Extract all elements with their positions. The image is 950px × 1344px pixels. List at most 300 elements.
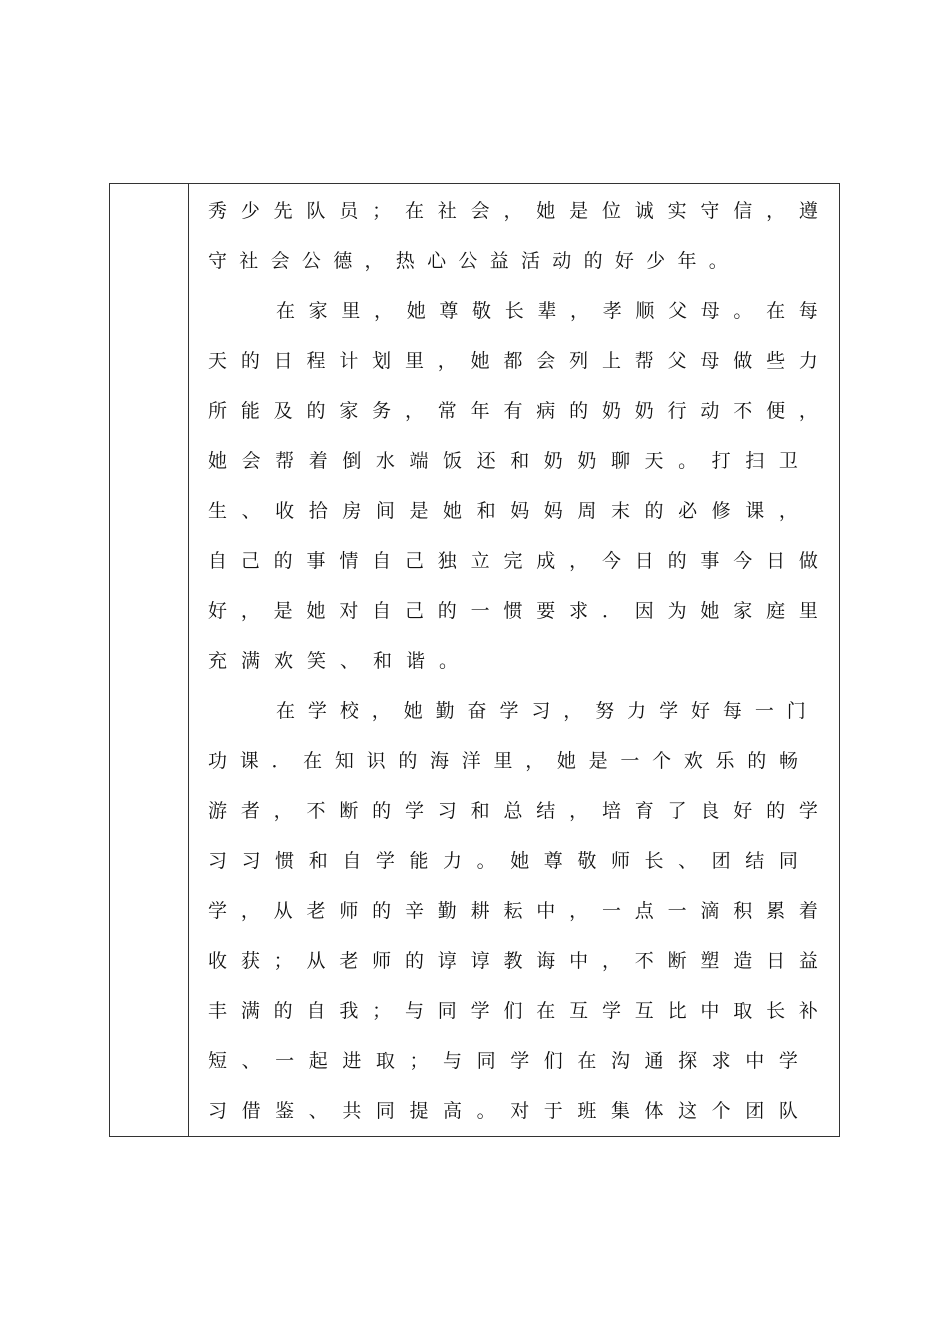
text-char: 学 xyxy=(510,1050,530,1072)
text-char: 完 xyxy=(503,550,523,572)
text-char: 与 xyxy=(443,1050,463,1072)
text-char: 了 xyxy=(667,800,687,822)
text-char: 她 xyxy=(443,500,463,522)
text-char: 都 xyxy=(503,350,523,372)
text-char: 情 xyxy=(339,550,359,572)
text-char: ， xyxy=(525,750,545,772)
text-char: 师 xyxy=(372,950,392,972)
text-char: 守 xyxy=(208,250,228,272)
text-char: 奶 xyxy=(543,450,563,472)
text-char: 不 xyxy=(733,400,753,422)
text-char: 我 xyxy=(339,1000,359,1022)
text-char: 心 xyxy=(427,250,447,272)
text-char: 对 xyxy=(339,600,359,622)
text-char: 奋 xyxy=(467,700,487,722)
text-char: 习 xyxy=(208,1100,228,1122)
text-line xyxy=(208,846,798,876)
text-char: 长 xyxy=(644,850,664,872)
text-char: 公 xyxy=(458,250,478,272)
text-char: 实 xyxy=(667,200,687,222)
text-char: 在 xyxy=(276,700,296,722)
text-char: 扫 xyxy=(745,450,765,472)
text-char: 同 xyxy=(375,1100,395,1122)
text-line xyxy=(208,546,818,576)
text-char: 着 xyxy=(798,900,818,922)
text-char: 和 xyxy=(308,850,328,872)
text-char: ， xyxy=(273,800,293,822)
text-char: 上 xyxy=(601,350,621,372)
text-char: 在 xyxy=(536,1000,556,1022)
text-char: 高 xyxy=(443,1100,463,1122)
text-char: 获 xyxy=(240,950,260,972)
text-char: 力 xyxy=(798,350,818,372)
text-char: 、 xyxy=(241,1050,261,1072)
text-char: 妈 xyxy=(510,500,530,522)
text-char: 海 xyxy=(430,750,450,772)
text-char: 她 xyxy=(556,750,576,772)
text-char: 集 xyxy=(610,1100,630,1122)
text-char: 必 xyxy=(678,500,698,522)
text-char: 她 xyxy=(510,850,530,872)
text-char: 公 xyxy=(301,250,321,272)
text-char: 的 xyxy=(583,250,603,272)
text-char: 她 xyxy=(306,600,326,622)
text-char: ， xyxy=(569,800,589,822)
text-char: 常 xyxy=(437,400,457,422)
text-char: 者 xyxy=(240,800,260,822)
text-char: 她 xyxy=(208,450,228,472)
text-char: 这 xyxy=(678,1100,698,1122)
text-char: 学 xyxy=(601,1000,621,1022)
text-char: 学 xyxy=(499,700,519,722)
text-char: 游 xyxy=(208,800,228,822)
text-char: 师 xyxy=(610,850,630,872)
text-char: 便 xyxy=(766,400,786,422)
text-char: 在 xyxy=(303,750,323,772)
text-char: ， xyxy=(569,900,589,922)
text-char: 每 xyxy=(722,700,742,722)
text-char: 校 xyxy=(339,700,359,722)
text-char: 有 xyxy=(503,400,523,422)
text-char: 、 xyxy=(241,500,261,522)
text-char: 先 xyxy=(273,200,293,222)
text-char: 的 xyxy=(372,800,392,822)
text-char: ， xyxy=(798,400,818,422)
text-char: 自 xyxy=(306,1000,326,1022)
text-line xyxy=(208,246,728,276)
text-char: 的 xyxy=(273,550,293,572)
text-char: 习 xyxy=(241,850,261,872)
document-table xyxy=(109,183,840,1137)
text-char: 同 xyxy=(476,1050,496,1072)
text-char: 的 xyxy=(569,400,589,422)
text-char: 培 xyxy=(601,800,621,822)
text-char: 遵 xyxy=(798,200,818,222)
text-char: 所 xyxy=(208,400,228,422)
text-line xyxy=(276,296,818,326)
text-char: ， xyxy=(374,300,394,322)
text-char: 秀 xyxy=(208,200,228,222)
text-char: ， xyxy=(569,550,589,572)
text-char: 育 xyxy=(634,800,654,822)
text-char: 好 xyxy=(614,250,634,272)
text-char: 里 xyxy=(493,750,513,772)
text-char: 卫 xyxy=(778,450,798,472)
text-char: 家 xyxy=(308,300,328,322)
text-char: 不 xyxy=(634,950,654,972)
text-char: ． xyxy=(601,600,621,622)
text-char: 勤 xyxy=(435,700,455,722)
text-char: 学 xyxy=(404,800,424,822)
text-char: 短 xyxy=(208,1050,228,1072)
text-line xyxy=(208,746,798,776)
text-char: 今 xyxy=(733,550,753,572)
text-char: 年 xyxy=(470,400,490,422)
text-char: 探 xyxy=(678,1050,698,1072)
text-char: 满 xyxy=(240,1000,260,1022)
text-char: 补 xyxy=(798,1000,818,1022)
text-line: 充满欢笑、和谐。 xyxy=(208,650,473,672)
text-char: 一 xyxy=(667,900,687,922)
text-char: 饭 xyxy=(443,450,463,472)
text-char: 独 xyxy=(437,550,457,572)
text-char: 日 xyxy=(273,350,293,372)
text-char: 结 xyxy=(536,800,556,822)
text-char: 。 xyxy=(476,850,496,872)
text-char: 的 xyxy=(240,350,260,372)
text-char: 的 xyxy=(667,550,687,572)
text-char: 间 xyxy=(375,500,395,522)
text-char: 求 xyxy=(569,600,589,622)
text-char: ， xyxy=(766,200,786,222)
text-char: 造 xyxy=(733,950,753,972)
text-char: 奶 xyxy=(634,400,654,422)
text-char: 体 xyxy=(644,1100,664,1122)
text-char: 末 xyxy=(610,500,630,522)
text-char: 丰 xyxy=(208,1000,228,1022)
text-char: 德 xyxy=(333,250,353,272)
text-char: 列 xyxy=(569,350,589,372)
text-char: 计 xyxy=(339,350,359,372)
text-char: 的 xyxy=(747,750,767,772)
text-char: 今 xyxy=(601,550,621,572)
text-char: 惯 xyxy=(503,600,523,622)
text-char: 的 xyxy=(644,500,664,522)
text-char: ． xyxy=(271,750,291,772)
text-char: 益 xyxy=(798,950,818,972)
text-char: 耘 xyxy=(503,900,523,922)
text-char: 畅 xyxy=(778,750,798,772)
text-char: 些 xyxy=(766,350,786,372)
text-char: 中 xyxy=(569,950,589,972)
text-line xyxy=(276,696,806,726)
text-char: 的 xyxy=(372,900,392,922)
text-char: 倒 xyxy=(342,450,362,472)
text-char: 谆 xyxy=(470,950,490,972)
text-char: 通 xyxy=(644,1050,664,1072)
text-char: 热 xyxy=(395,250,415,272)
text-char: 在 xyxy=(766,300,786,322)
text-line xyxy=(208,996,818,1026)
text-char: 里 xyxy=(798,600,818,622)
text-char: 拾 xyxy=(308,500,328,522)
text-char: ， xyxy=(503,200,523,222)
text-char: 自 xyxy=(208,550,228,572)
text-char: 师 xyxy=(339,900,359,922)
text-char: 与 xyxy=(404,1000,424,1022)
text-char: 团 xyxy=(745,1100,765,1122)
text-char: 日 xyxy=(766,550,786,572)
text-char: 于 xyxy=(543,1100,563,1122)
text-char: 结 xyxy=(745,850,765,872)
text-char: 社 xyxy=(239,250,259,272)
text-char: 守 xyxy=(700,200,720,222)
text-char: 是 xyxy=(409,500,429,522)
text-char: 辛 xyxy=(404,900,424,922)
text-char: 互 xyxy=(569,1000,589,1022)
text-char: 队 xyxy=(306,200,326,222)
text-char: 习 xyxy=(208,850,228,872)
text-char: 学 xyxy=(307,700,327,722)
text-char: 、 xyxy=(308,1100,328,1122)
text-char: 会 xyxy=(470,200,490,222)
text-char: ； xyxy=(372,1000,392,1022)
text-char: 一 xyxy=(275,1050,295,1072)
text-line xyxy=(208,346,818,376)
text-char: 从 xyxy=(306,950,326,972)
text-line xyxy=(208,946,818,976)
text-char: 的 xyxy=(766,800,786,822)
text-char: 队 xyxy=(778,1100,798,1122)
text-char: 顺 xyxy=(635,300,655,322)
text-char: 门 xyxy=(786,700,806,722)
text-char: 们 xyxy=(503,1000,523,1022)
text-char: 。 xyxy=(476,1100,496,1122)
text-char: 的 xyxy=(398,750,418,772)
text-char: 生 xyxy=(208,500,228,522)
text-char: 和 xyxy=(510,450,530,472)
text-char: 取 xyxy=(375,1050,395,1072)
text-char: 学 xyxy=(208,900,228,922)
text-char: 团 xyxy=(711,850,731,872)
text-char: 诲 xyxy=(536,950,556,972)
text-char: 成 xyxy=(536,550,556,572)
text-char: 个 xyxy=(711,1100,731,1122)
text-char: 习 xyxy=(437,800,457,822)
text-char: 每 xyxy=(798,300,818,322)
text-char: 谆 xyxy=(437,950,457,972)
text-char: 知 xyxy=(334,750,354,772)
text-char: 乐 xyxy=(715,750,735,772)
text-char: 周 xyxy=(577,500,597,522)
text-char: 因 xyxy=(634,600,654,622)
text-char: 识 xyxy=(366,750,386,772)
text-char: 少 xyxy=(240,200,260,222)
text-char: 一 xyxy=(470,600,490,622)
text-char: 好 xyxy=(733,800,753,822)
text-char: 习 xyxy=(531,700,551,722)
text-char: 、 xyxy=(678,850,698,872)
text-char: 积 xyxy=(733,900,753,922)
text-char: 是 xyxy=(273,600,293,622)
text-char: 不 xyxy=(306,800,326,822)
text-char: 着 xyxy=(308,450,328,472)
text-char: ； xyxy=(273,950,293,972)
text-char: 修 xyxy=(711,500,731,522)
text-char: 洋 xyxy=(461,750,481,772)
text-char: 庭 xyxy=(766,600,786,622)
label-column xyxy=(110,184,189,1136)
text-line xyxy=(208,896,818,926)
text-char: 会 xyxy=(241,450,261,472)
text-char: 病 xyxy=(536,400,556,422)
text-char: 孝 xyxy=(602,300,622,322)
text-char: 力 xyxy=(443,850,463,872)
text-char: 。 xyxy=(708,250,728,272)
text-char: 同 xyxy=(437,1000,457,1022)
text-char: 己 xyxy=(240,550,260,572)
text-char: 自 xyxy=(372,600,392,622)
text-char: 里 xyxy=(404,350,424,372)
text-char: 好 xyxy=(690,700,710,722)
text-char: 总 xyxy=(503,800,523,822)
text-char: 老 xyxy=(339,950,359,972)
text-char: 力 xyxy=(627,700,647,722)
text-char: ， xyxy=(601,950,621,972)
text-char: 做 xyxy=(733,350,753,372)
text-char: 学 xyxy=(798,800,818,822)
text-char: 的 xyxy=(306,400,326,422)
text-char: 奶 xyxy=(577,450,597,472)
text-char: 划 xyxy=(372,350,392,372)
text-char: 父 xyxy=(668,300,688,322)
text-char: 收 xyxy=(208,950,228,972)
text-char: 起 xyxy=(308,1050,328,1072)
text-char: 动 xyxy=(700,400,720,422)
text-char: ， xyxy=(778,500,798,522)
text-char: 她 xyxy=(700,600,720,622)
text-char: 良 xyxy=(700,800,720,822)
text-char: 行 xyxy=(667,400,687,422)
text-char: 诚 xyxy=(634,200,654,222)
text-char: ， xyxy=(437,350,457,372)
text-char: ， xyxy=(570,300,590,322)
text-char: 功 xyxy=(208,750,228,772)
text-char: 日 xyxy=(766,950,786,972)
text-char: 日 xyxy=(634,550,654,572)
text-line xyxy=(208,1046,798,1076)
text-char: 对 xyxy=(510,1100,530,1122)
text-char: ； xyxy=(409,1050,429,1072)
text-char: 和 xyxy=(476,500,496,522)
text-char: 会 xyxy=(270,250,290,272)
text-char: 端 xyxy=(409,450,429,472)
text-char: 还 xyxy=(476,450,496,472)
text-char: 在 xyxy=(404,200,424,222)
text-char: 互 xyxy=(634,1000,654,1022)
text-char: 家 xyxy=(733,600,753,622)
text-char: 和 xyxy=(470,800,490,822)
text-char: 的 xyxy=(437,600,457,622)
text-char: 长 xyxy=(504,300,524,322)
text-char: 尊 xyxy=(439,300,459,322)
text-char: 能 xyxy=(409,850,429,872)
text-char: 。 xyxy=(678,450,698,472)
text-char: 好 xyxy=(208,600,228,622)
text-char: 信 xyxy=(733,200,753,222)
text-char: ， xyxy=(563,700,583,722)
text-char: 点 xyxy=(634,900,654,922)
text-char: ， xyxy=(364,250,384,272)
text-char: 益 xyxy=(489,250,509,272)
text-char: 学 xyxy=(659,700,679,722)
text-char: 收 xyxy=(275,500,295,522)
text-char: 同 xyxy=(778,850,798,872)
text-char: 自 xyxy=(372,550,392,572)
text-char: 她 xyxy=(470,350,490,372)
text-char: 教 xyxy=(503,950,523,972)
text-char: 求 xyxy=(711,1050,731,1072)
text-char: 家 xyxy=(339,400,359,422)
text-line xyxy=(208,596,818,626)
text-char: 打 xyxy=(711,450,731,472)
text-char: 塑 xyxy=(700,950,720,972)
text-char: 为 xyxy=(667,600,687,622)
text-char: 母 xyxy=(700,300,720,322)
text-char: 中 xyxy=(536,900,556,922)
text-char: 事 xyxy=(306,550,326,572)
text-char: 是 xyxy=(569,200,589,222)
text-char: 母 xyxy=(700,350,720,372)
text-char: 一 xyxy=(754,700,774,722)
text-char: 己 xyxy=(404,600,424,622)
text-char: 社 xyxy=(437,200,457,222)
text-char: 天 xyxy=(644,450,664,472)
text-char: 妈 xyxy=(543,500,563,522)
text-char: 她 xyxy=(403,700,423,722)
text-char: 从 xyxy=(273,900,293,922)
text-char: 们 xyxy=(543,1050,563,1072)
text-char: 辈 xyxy=(537,300,557,322)
text-char: 员 xyxy=(339,200,359,222)
text-char: 她 xyxy=(536,200,556,222)
text-char: 努 xyxy=(595,700,615,722)
text-char: 立 xyxy=(470,550,490,572)
text-char: 年 xyxy=(677,250,697,272)
text-char: 提 xyxy=(409,1100,429,1122)
text-char: 中 xyxy=(700,1000,720,1022)
text-char: ， xyxy=(404,400,424,422)
text-char: 里 xyxy=(341,300,361,322)
text-char: 勤 xyxy=(437,900,457,922)
text-char: 房 xyxy=(342,500,362,522)
text-char: 借 xyxy=(241,1100,261,1122)
text-char: 己 xyxy=(404,550,424,572)
text-char: 一 xyxy=(601,900,621,922)
text-char: 务 xyxy=(372,400,392,422)
text-char: 帮 xyxy=(275,450,295,472)
text-char: 学 xyxy=(778,1050,798,1072)
text-line xyxy=(208,496,798,526)
text-char: 鉴 xyxy=(275,1100,295,1122)
text-char: 断 xyxy=(667,950,687,972)
text-char: 奶 xyxy=(601,400,621,422)
text-char: 共 xyxy=(342,1100,362,1122)
text-char: 长 xyxy=(766,1000,786,1022)
text-char: 。 xyxy=(733,300,753,322)
text-char: 沟 xyxy=(610,1050,630,1072)
text-char: 活 xyxy=(520,250,540,272)
